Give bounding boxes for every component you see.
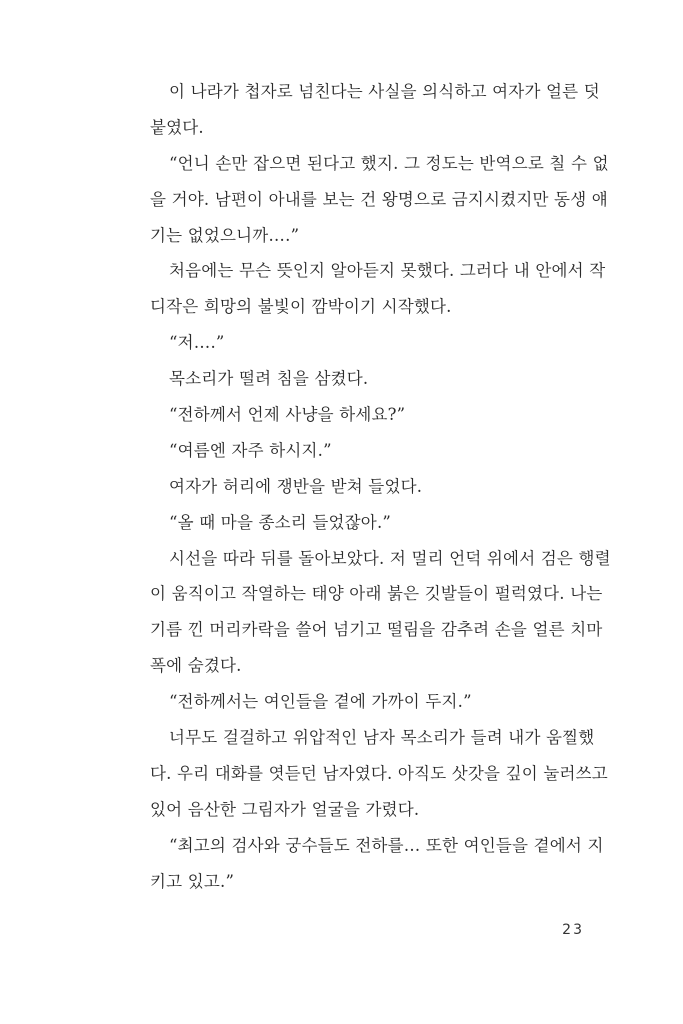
text-line: 너무도 걸걸하고 위압적인 남자 목소리가 들려 내가 움찔했	[169, 728, 595, 748]
text-line: “전하께서 언제 사냥을 하세요?”	[169, 405, 406, 425]
text-line: “저….”	[169, 333, 225, 353]
text-line: 기는 없었으니까….”	[150, 225, 300, 245]
text-line: 처음에는 무슨 뜻인지 알아듣지 못했다. 그러다 내 안에서 작	[169, 261, 606, 281]
text-line: 다. 우리 대화를 엿듣던 남자였다. 아직도 삿갓을 깊이 눌러쓰고	[150, 763, 608, 783]
page-number: 23	[562, 922, 584, 938]
text-line: 디작은 희망의 불빛이 깜박이기 시작했다.	[150, 297, 452, 317]
text-line: 시선을 따라 뒤를 돌아보았다. 저 멀리 언덕 위에서 검은 행렬	[169, 548, 611, 568]
text-line: 키고 있고.”	[150, 871, 235, 891]
text-line: 있어 음산한 그림자가 얼굴을 가렸다.	[150, 799, 420, 819]
text-line: “최고의 검사와 궁수들도 전하를… 또한 여인들을 곁에서 지	[169, 835, 604, 855]
text-line: 이 나라가 첩자로 넘친다는 사실을 의식하고 여자가 얼른 덧	[169, 82, 600, 101]
text-line: 기름 낀 머리카락을 쓸어 넘기고 떨림을 감추려 손을 얼른 치마	[150, 620, 603, 640]
text-line: “언니 손만 잡으면 된다고 했지. 그 정도는 반역으로 칠 수 없	[169, 153, 609, 173]
text-line: 폭에 숨겼다.	[150, 656, 242, 676]
text-line: 여자가 허리에 쟁반을 받쳐 들었다.	[169, 476, 423, 496]
text-line: “여름엔 자주 하시지.”	[169, 440, 332, 460]
body-text	[150, 74, 611, 899]
text-line: “전하께서는 여인들을 곁에 가까이 두지.”	[169, 692, 472, 712]
text-line: 목소리가 떨려 침을 삼켰다.	[169, 369, 369, 389]
text-line: 붙였다.	[150, 117, 204, 137]
text-line: “올 때 마을 종소리 들었잖아.”	[169, 512, 392, 532]
text-line: 이 움직이고 작열하는 태양 아래 붉은 깃발들이 펄럭였다. 나는	[150, 584, 603, 604]
text-line: 을 거야. 남편이 아내를 보는 건 왕명으로 금지시켰지만 동생 얘	[150, 189, 608, 209]
